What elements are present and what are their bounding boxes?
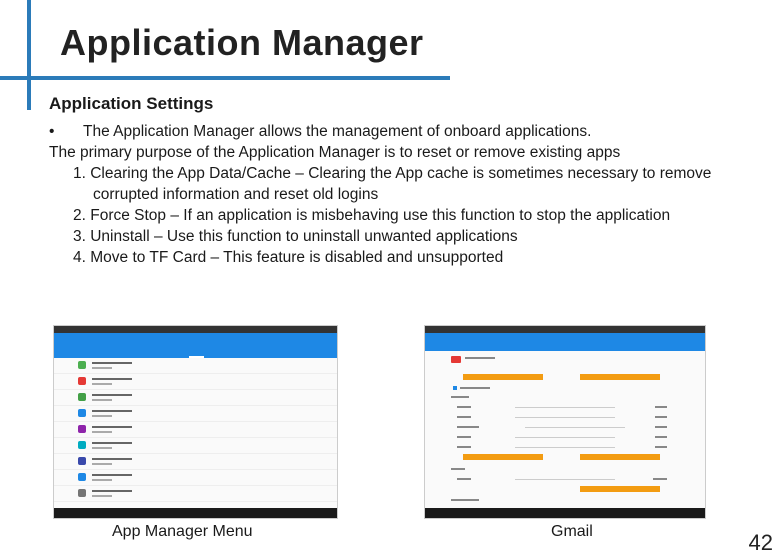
app-name-line (92, 426, 132, 428)
app-size-line (92, 367, 112, 369)
section-heading: Application Settings (49, 94, 214, 113)
disable-button (580, 374, 660, 380)
app-size-line (92, 479, 112, 481)
storage-row-line (457, 426, 479, 428)
app-row (54, 390, 337, 406)
app-manager-screenshot (53, 325, 338, 519)
app-icon (78, 441, 86, 449)
app-name-line (92, 442, 132, 444)
cache-value-line (653, 478, 667, 480)
app-row (54, 470, 337, 486)
accent-rule-vertical (27, 0, 31, 110)
app-row (54, 374, 337, 390)
page-number: 42 (748, 530, 773, 555)
nav-bar (54, 508, 337, 518)
app-name-line (92, 474, 132, 476)
divider (515, 417, 615, 418)
gmail-logo-icon (451, 356, 461, 363)
app-name-line (92, 490, 132, 492)
force-stop-button (463, 374, 543, 380)
app-icon (78, 489, 86, 497)
cache-label-line (451, 468, 465, 470)
body-text (49, 121, 729, 268)
app-row (54, 486, 337, 502)
list-item: 3. Uninstall – Use this function to uninstall unwanted applications (73, 228, 518, 245)
storage-value-line (655, 436, 667, 438)
feature-list (49, 163, 729, 268)
status-bar (425, 326, 705, 333)
storage-row-line (457, 436, 471, 438)
storage-value-line (655, 426, 667, 428)
divider (525, 427, 625, 428)
app-icon (78, 377, 86, 385)
app-size-line (92, 415, 112, 417)
app-row (54, 438, 337, 454)
list-item: 1. Clearing the App Data/Cache – Clearing the App cache is sometimes necessary to remove corrupted information and reset old logins (73, 165, 712, 203)
accent-rule-horizontal (0, 76, 450, 80)
intro-line-1: The Application Manager allows the management of onboard applications. (83, 123, 592, 140)
app-row (54, 454, 337, 470)
app-size-line (92, 495, 112, 497)
move-to-tf-card-button (463, 454, 543, 460)
app-name-line (92, 410, 132, 412)
storage-row-line (457, 416, 471, 418)
storage-row-line (457, 446, 471, 448)
intro-paragraph (49, 121, 729, 163)
launch-default-line (451, 499, 479, 501)
app-bar (54, 333, 337, 349)
divider (515, 447, 615, 448)
gmail-app-info-screenshot (424, 325, 706, 519)
app-name-line (92, 394, 132, 396)
app-row (54, 358, 337, 374)
app-size-line (92, 431, 112, 433)
app-size-line (92, 383, 112, 385)
app-icon (78, 361, 86, 369)
page-title: Application Manager (60, 22, 424, 63)
app-name-line (92, 378, 132, 380)
checkbox-icon (453, 386, 457, 390)
clear-cache-button (580, 486, 660, 492)
right-screenshot-caption: Gmail (551, 523, 593, 540)
list-item: 2. Force Stop – If an application is misbehaving use this function to stop the application (73, 207, 671, 224)
left-screenshot-caption: App Manager Menu (112, 523, 253, 540)
storage-row-line (457, 406, 471, 408)
status-bar (54, 326, 337, 333)
divider (515, 437, 615, 438)
app-icon (78, 409, 86, 417)
app-size-line (92, 463, 112, 465)
app-bar (425, 333, 705, 351)
app-name-line (92, 458, 132, 460)
storage-label-line (451, 396, 469, 398)
app-size-line (92, 447, 112, 449)
app-row (54, 406, 337, 422)
app-icon (78, 393, 86, 401)
app-icon (78, 473, 86, 481)
app-icon (78, 425, 86, 433)
app-icon (78, 457, 86, 465)
divider (515, 407, 615, 408)
storage-value-line (655, 446, 667, 448)
bullet-glyph: • (49, 123, 55, 140)
clear-data-button (580, 454, 660, 460)
storage-value-line (655, 416, 667, 418)
intro-line-2: The primary purpose of the Application Manager is to reset or remove existing apps (49, 144, 621, 161)
app-row (54, 422, 337, 438)
storage-value-line (655, 406, 667, 408)
app-name-line (465, 357, 495, 359)
nav-bar (425, 508, 705, 518)
tab-strip (54, 349, 337, 358)
list-item: 4. Move to TF Card – This feature is disabled and unsupported (73, 249, 504, 266)
app-size-line (92, 399, 112, 401)
divider (515, 479, 615, 480)
cache-row-line (457, 478, 471, 480)
app-name-line (92, 362, 132, 364)
notifications-line (460, 387, 490, 389)
